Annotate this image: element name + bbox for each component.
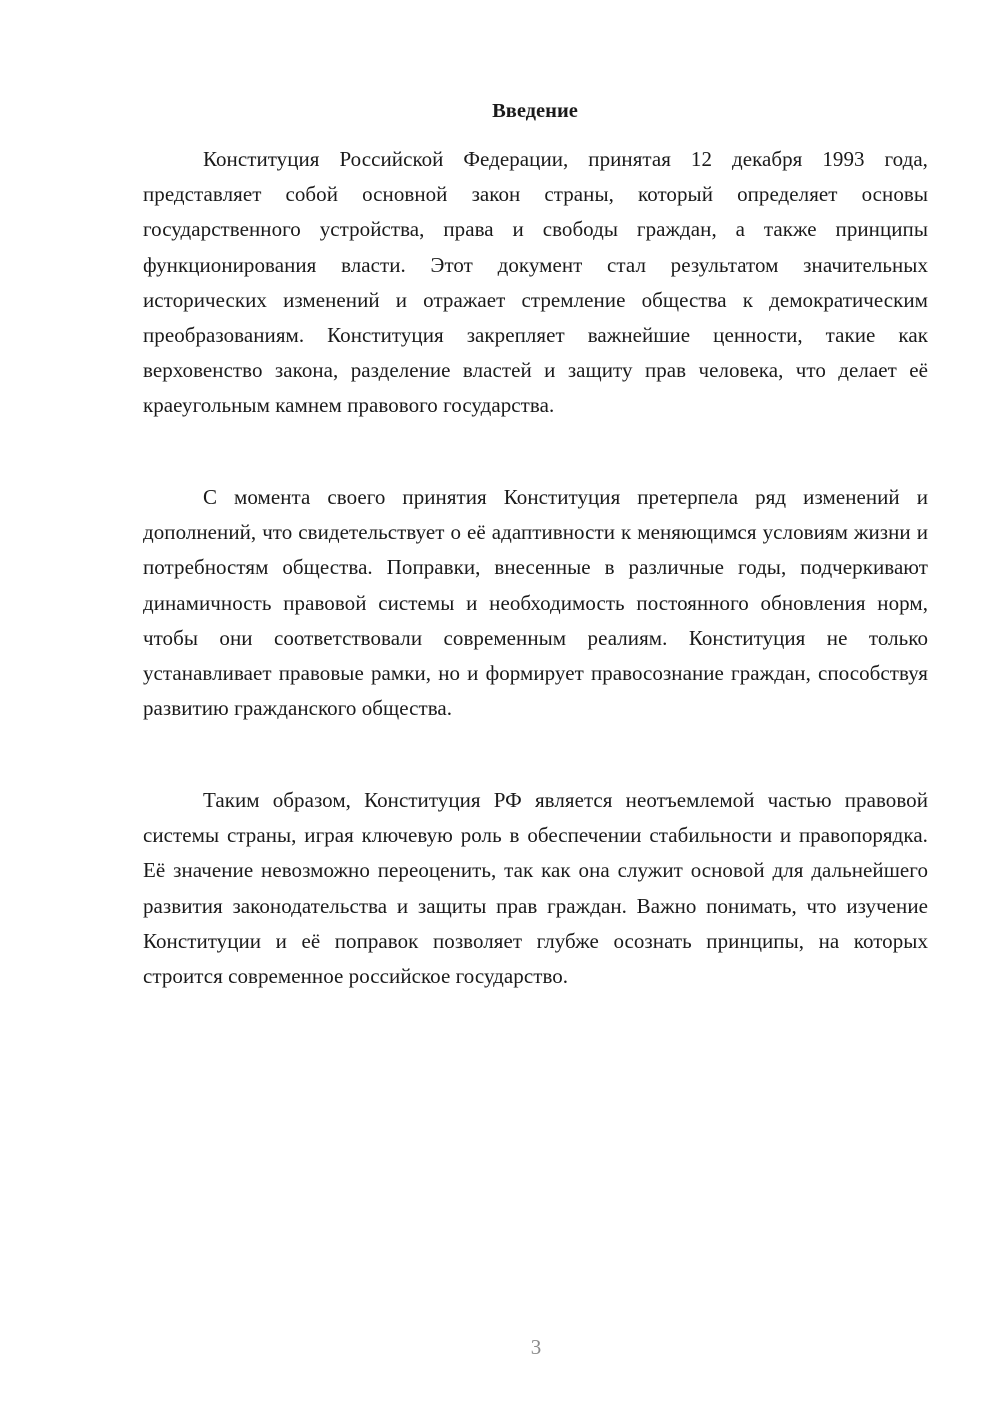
paragraph-3: Таким образом, Конституция РФ является неотъемлемой частью правовой системы страны, играя ключевую роль в обеспечении стабильности и правопорядка. Её значение невозможно переоценить, так как она служит основой для дальнейшего развития законодательства и защиты прав граждан. Важно понимать, что изучение Конституции и её поправок позволяет глубже осознать принципы, на которых строится современное российское государство. <box>143 788 928 989</box>
section-heading: Введение <box>492 100 578 122</box>
paragraph-1: Конституция Российской Федерации, принятая 12 декабря 1993 года, представляет собой основной закон страны, который определяет основы государственного устройства, права и свободы граждан, а также принципы функционирования власти. Этот документ стал результатом значительных исторических изменений и отражает стремление общества к демократическим преобразованиям. Конституция закрепляет важнейшие ценности, такие как верховенство закона, разделение властей и защиту прав человека, что делает её краеугольным камнем правового государства. <box>143 147 928 418</box>
page-number: 3 <box>530 1335 542 1359</box>
paragraph-2: С момента своего принятия Конституция претерпела ряд изменений и дополнений, что свидетельствует о её адаптивности к меняющимся условиям жизни и потребностям общества. Поправки, внесенные в различные годы, подчеркивают динамичность правовой системы и необходимость постоянного обновления норм, чтобы они соответствовали современным реалиям. Конституция не только устанавливает правовые рамки, но и формирует правосознание граждан, способствуя развитию гражданского общества. <box>143 485 928 721</box>
